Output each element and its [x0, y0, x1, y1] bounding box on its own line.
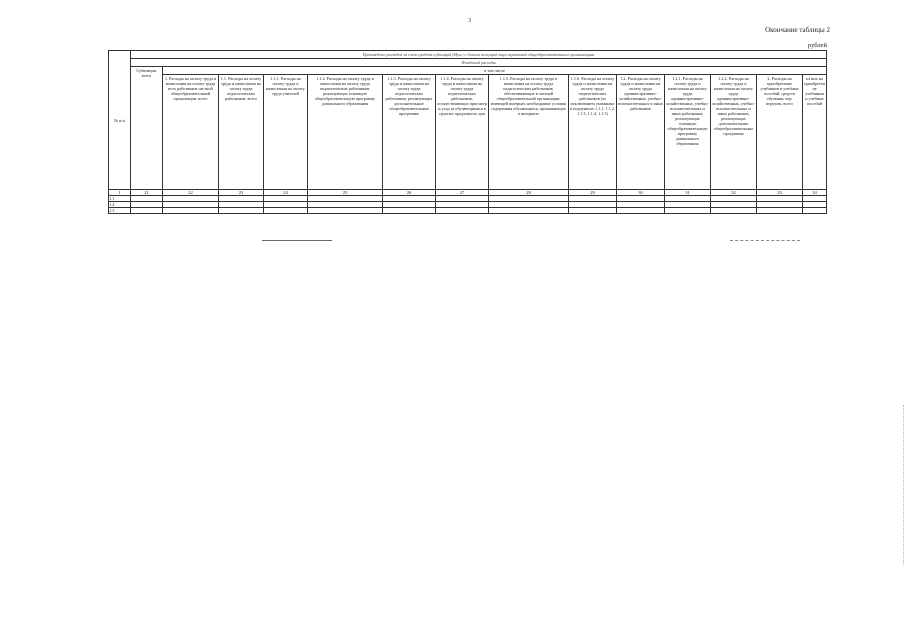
units-label: рублей	[807, 42, 827, 49]
row-label: 1.2	[109, 202, 131, 208]
footer-rule	[262, 240, 332, 241]
column-number: 29	[569, 190, 617, 196]
col-1-2-1-header: 1.2.1. Расходы на оплату труда и начисления на оплату труда административно-хозяйственных, учебно-вспомогательных и иных работников, реализующих основную общеобразовательную программу дошкольного образования	[665, 75, 711, 190]
column-number: 1	[109, 190, 131, 196]
page-number: 3	[468, 18, 471, 24]
column-number: 23	[219, 190, 264, 196]
col-2-header: 2. Расходы на приобретение учебников и учебных пособий, средств обучения, игр, игрушек, всего	[757, 75, 803, 190]
col-1-1-2-header: 1.1.2. Расходы на оплату труда и начисления на оплату труда педагогических работников, реализующих основную общеобразовательную программу дошкольного образования	[308, 75, 383, 190]
table-row	[109, 208, 827, 214]
col-1-2-header: 1.2. Расходы на оплату труда и начисления на оплату труда административно-хозяйственных, учебно-вспомогательных и иных работников	[617, 75, 665, 190]
table-subcaption: Фондовый расходы	[131, 59, 827, 67]
column-number: 33	[757, 190, 803, 196]
column-number: 26	[383, 190, 436, 196]
column-number: 21	[131, 190, 163, 196]
column-number: 28	[489, 190, 569, 196]
expense-table	[108, 50, 827, 214]
column-number: 31	[665, 190, 711, 196]
col-1-2-2-header: 1.2.2. Расходы на оплату труда и начисления на оплату труда административно-хозяйственных, учебно-вспомогательных и иных работников, реализующих дополнительные общеобразовательные программы	[711, 75, 757, 190]
row-number-header: № п/п	[109, 51, 131, 190]
col-1-1-3-header: 1.1.3. Расходы на оплату труда и начисления на оплату труда педагогических работников, реализующих дополнительные общеобразовательные программы	[383, 75, 436, 190]
col-1-1-5-header: 1.1.5. Расходы на оплату труда и начисления на оплату труда педагогических работников, обеспечивающих в частной общеобразовательной организации, имеющей интернат, необходимые условия содержания обучающихся, проживающих в интернате	[489, 75, 569, 190]
col-1-1-4-header: 1.1.4. Расходы на оплату труда и начисления на оплату труда педагогических работников, осуществляющих присмотр и уход за обучающимися в группах продленного дня	[436, 75, 489, 190]
continuation-title: Окончание таблицы 2	[765, 26, 830, 34]
table-caption: Произведено расходов за счет средств субвенций (Мун.) с деталь текущий лица первичный общеобразовательным организациям	[131, 51, 827, 59]
row-label: 1.1	[109, 196, 131, 202]
column-number: 32	[711, 190, 757, 196]
col-1-1-6-header: 1.1.6. Расходы на оплату труда и начисления на оплату труда педагогических работников (за исключением указанных в подпунктах 1.1.1, 1.1.2, 1.1.3, 1.1.4, 1.1.5)	[569, 75, 617, 190]
col-1-header: 1. Расходы на оплату труда и начисления на оплату труда всех работников частной общеобразовательной организации, всего	[163, 75, 219, 190]
including-header: в том числе	[163, 67, 827, 75]
footer-rule-right	[730, 240, 800, 241]
subvention-header: Субвенция, всего	[131, 67, 163, 190]
col-2-1-header: из них на приобретение учебников и учебных пособий	[803, 75, 827, 190]
row-label: 1.3	[109, 208, 131, 214]
column-number: 24	[264, 190, 308, 196]
column-number: 22	[163, 190, 219, 196]
col-1-1-1-header: 1.1.1. Расходы на оплату труда и начисления на оплату труда учителей	[264, 75, 308, 190]
column-number: 27	[436, 190, 489, 196]
col-1-1-header: 1.1. Расходы на оплату труда и начисления на оплату труда педагогических работников, всего	[219, 75, 264, 190]
column-number: 34	[803, 190, 827, 196]
column-number: 25	[308, 190, 383, 196]
column-number: 30	[617, 190, 665, 196]
